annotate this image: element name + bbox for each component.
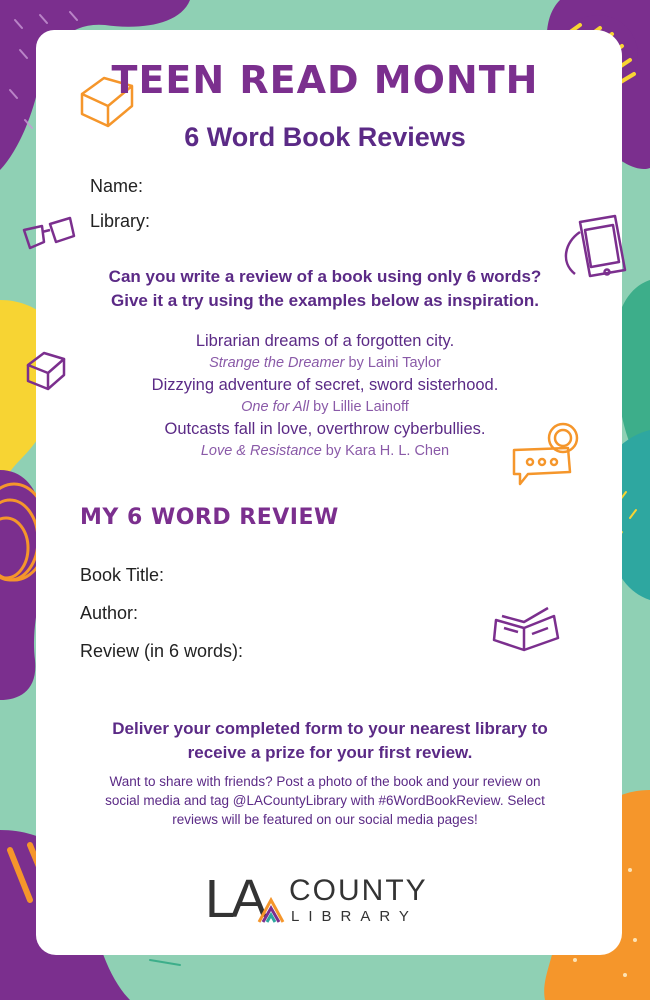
logo-rainbow-icon bbox=[257, 896, 287, 924]
name-label: Name: bbox=[90, 176, 144, 196]
deliver-line-1: Deliver your completed form to your nearest library to bbox=[112, 719, 548, 738]
la-county-library-logo bbox=[205, 870, 455, 930]
intro-line-2: Give it a try using the examples below as inspiration. bbox=[111, 291, 539, 310]
deliver-text bbox=[70, 717, 590, 765]
logo-library-text: LIBRARY bbox=[291, 908, 418, 925]
share-line-1: Want to share with friends? Post a photo of the book and your review on bbox=[109, 774, 541, 789]
logo-county-text: COUNTY bbox=[289, 874, 428, 907]
open-book-icon-2 bbox=[488, 598, 568, 658]
example-author: by Lillie Lainoff bbox=[313, 399, 409, 415]
intro-line-1: Can you write a review of a book using only 6 words? bbox=[108, 267, 542, 286]
poster-subtitle: 6 Word Book Reviews bbox=[184, 122, 466, 152]
logo-la-text: LA bbox=[205, 869, 264, 929]
book-title-label: Book Title: bbox=[80, 565, 165, 585]
section-heading: MY 6 WORD REVIEW bbox=[80, 505, 339, 530]
example-author: by Laini Taylor bbox=[348, 355, 441, 371]
example-review: Dizzying adventure of secret, sword sisterhood. bbox=[151, 376, 499, 394]
share-line-3: reviews will be featured on our social media pages! bbox=[172, 812, 478, 827]
review-label: Review (in 6 words): bbox=[80, 641, 244, 661]
example-reviews bbox=[90, 330, 560, 462]
library-label: Library: bbox=[90, 211, 151, 231]
sunglasses-icon bbox=[20, 210, 78, 260]
example-citation bbox=[90, 396, 560, 418]
example-author: by Kara H. L. Chen bbox=[325, 443, 450, 459]
example-book-title: Love & Resistance bbox=[200, 443, 322, 459]
open-book-icon bbox=[24, 345, 74, 395]
example-review: Librarian dreams of a forgotten city. bbox=[195, 332, 455, 350]
share-line-2: social media and tag @LACountyLibrary with #6WordBookReview. Select bbox=[105, 793, 545, 808]
author-label: Author: bbox=[80, 603, 139, 623]
example-citation bbox=[90, 440, 560, 462]
deliver-line-2: receive a prize for your first review. bbox=[187, 743, 473, 762]
example-book-title: Strange the Dreamer bbox=[209, 355, 345, 371]
example-book-title: One for All bbox=[241, 399, 310, 415]
poster-title: TEEN READ MONTH bbox=[111, 58, 539, 102]
intro-text bbox=[60, 265, 590, 313]
share-text bbox=[75, 772, 575, 829]
example-review: Outcasts fall in love, overthrow cyberbullies. bbox=[164, 420, 486, 438]
example-citation bbox=[90, 352, 560, 374]
